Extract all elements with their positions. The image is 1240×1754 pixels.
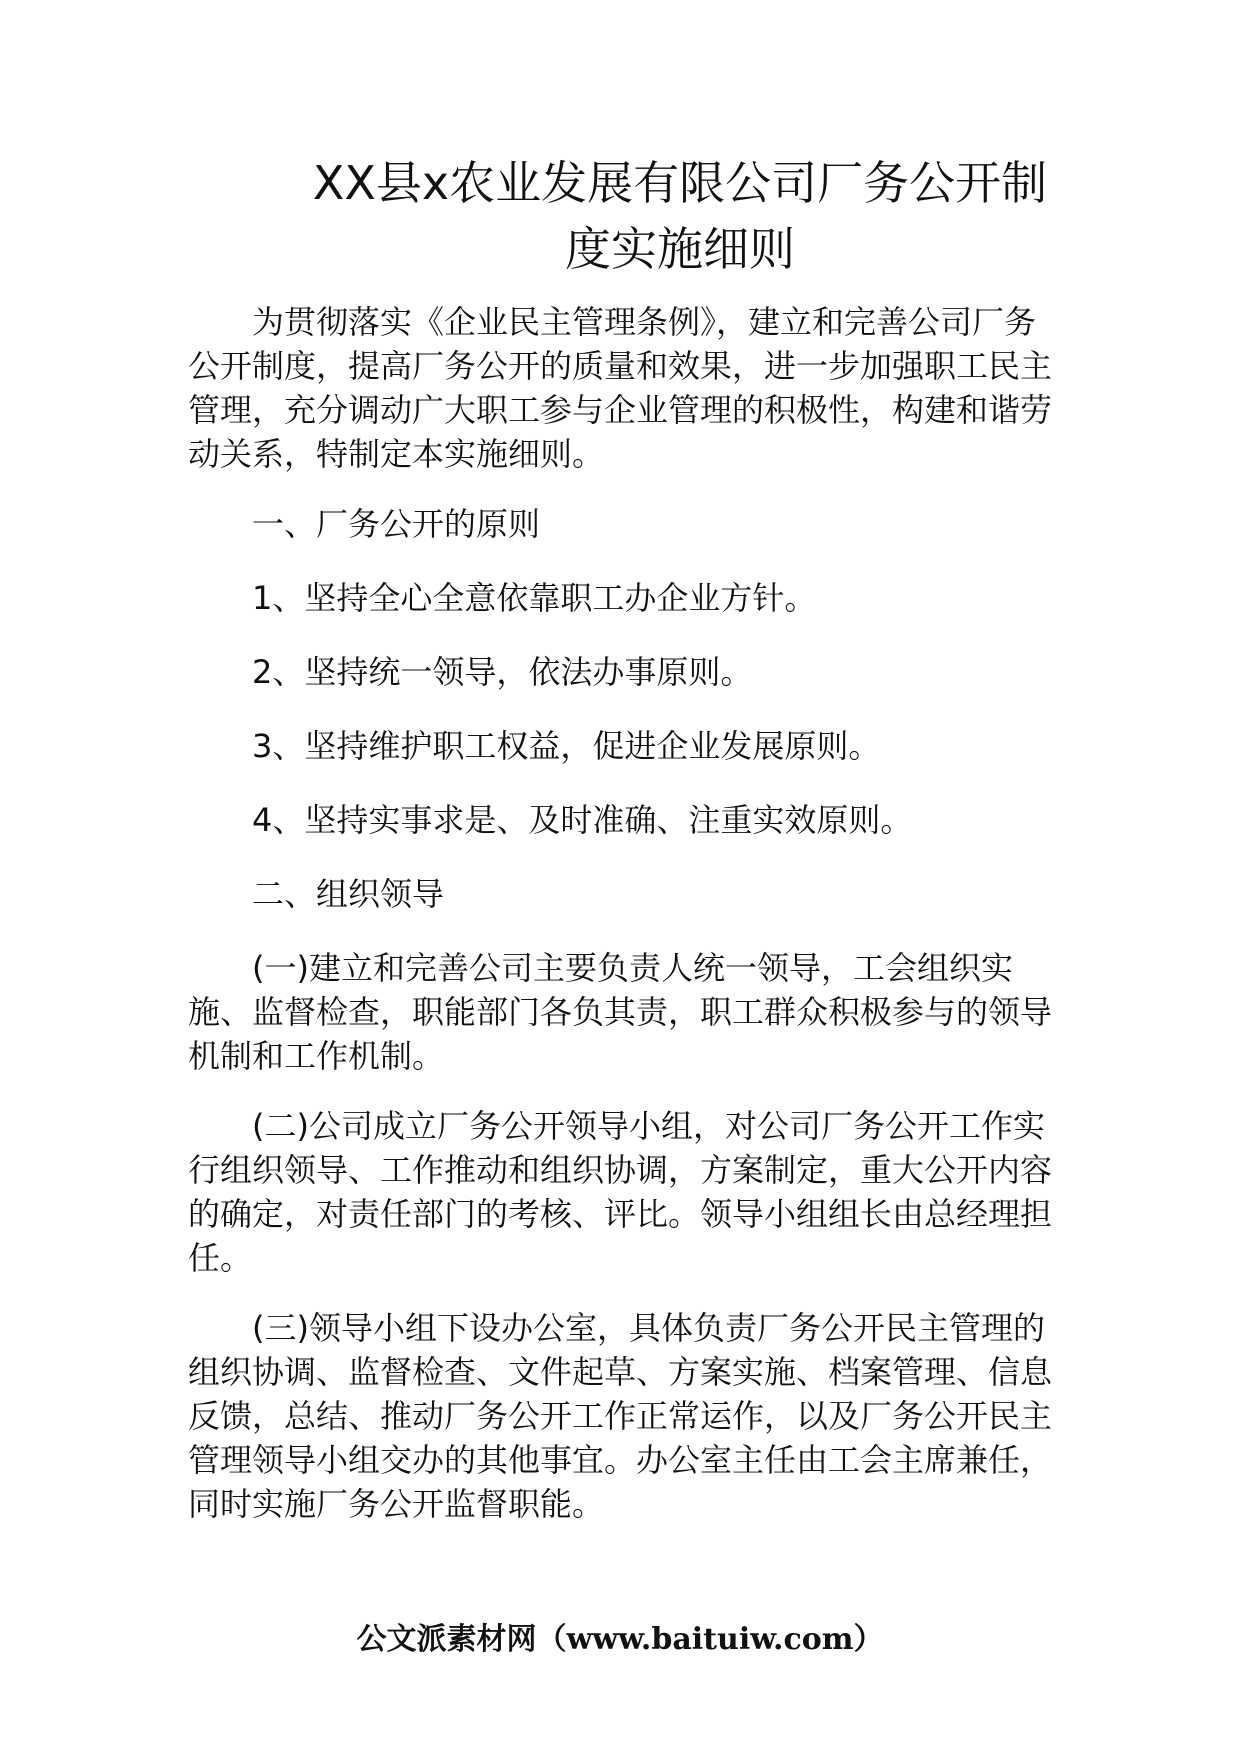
organization-paragraph-3: (三)领导小组下设办公室，具体负责厂务公开民主管理的组织协调、监督检查、文件起草、方案实施、档案管理、信息反馈，总结、推动厂务公开工作正常运作，以及厂务公开民主管理领导小组交办的其他事宜。办公室主任由工会主席兼任，同时实施厂务公开监督职能。 [188, 1309, 1053, 1523]
section-heading-organization: 二、组织领导 [252, 875, 445, 913]
section-heading-principles: 一、厂务公开的原则 [252, 505, 541, 543]
title-line-1: XX县x农业发展有限公司厂务公开制 [312, 156, 1048, 210]
document-title [250, 150, 1110, 282]
intro-paragraph: 为贯彻落实《企业民主管理条例》，建立和完善公司厂务公开制度，提高厂务公开的质量和效果，进一步加强职工民主管理，充分调动广大职工参与企业管理的积极性，构建和谐劳动关系，特制定本实施细则。 [188, 303, 1053, 473]
principle-item-3: 3、坚持维护职工权益，促进企业发展原则。 [252, 727, 881, 765]
document-body [188, 300, 1058, 1552]
principle-item-2: 2、坚持统一领导，依法办事原则。 [252, 653, 753, 691]
organization-paragraph-2: (二)公司成立厂务公开领导小组，对公司厂务公开工作实行组织领导、工作推动和组织协调，方案制定，重大公开内容的确定，对责任部门的考核、评比。领导小组组长由总经理担任。 [188, 1107, 1053, 1277]
principle-item-4: 4、坚持实事求是、及时准确、注重实效原则。 [252, 801, 913, 839]
principle-item-1: 1、坚持全心全意依靠职工办企业方针。 [252, 579, 817, 617]
organization-paragraph-1: (一)建立和完善公司主要负责人统一领导，工会组织实施、监督检查，职能部门各负其责，职工群众积极参与的领导机制和工作机制。 [188, 949, 1053, 1075]
footer-watermark: 公文派素材网（www.baituiw.com） [356, 1622, 884, 1657]
title-line-2: 度实施细则 [565, 222, 795, 276]
